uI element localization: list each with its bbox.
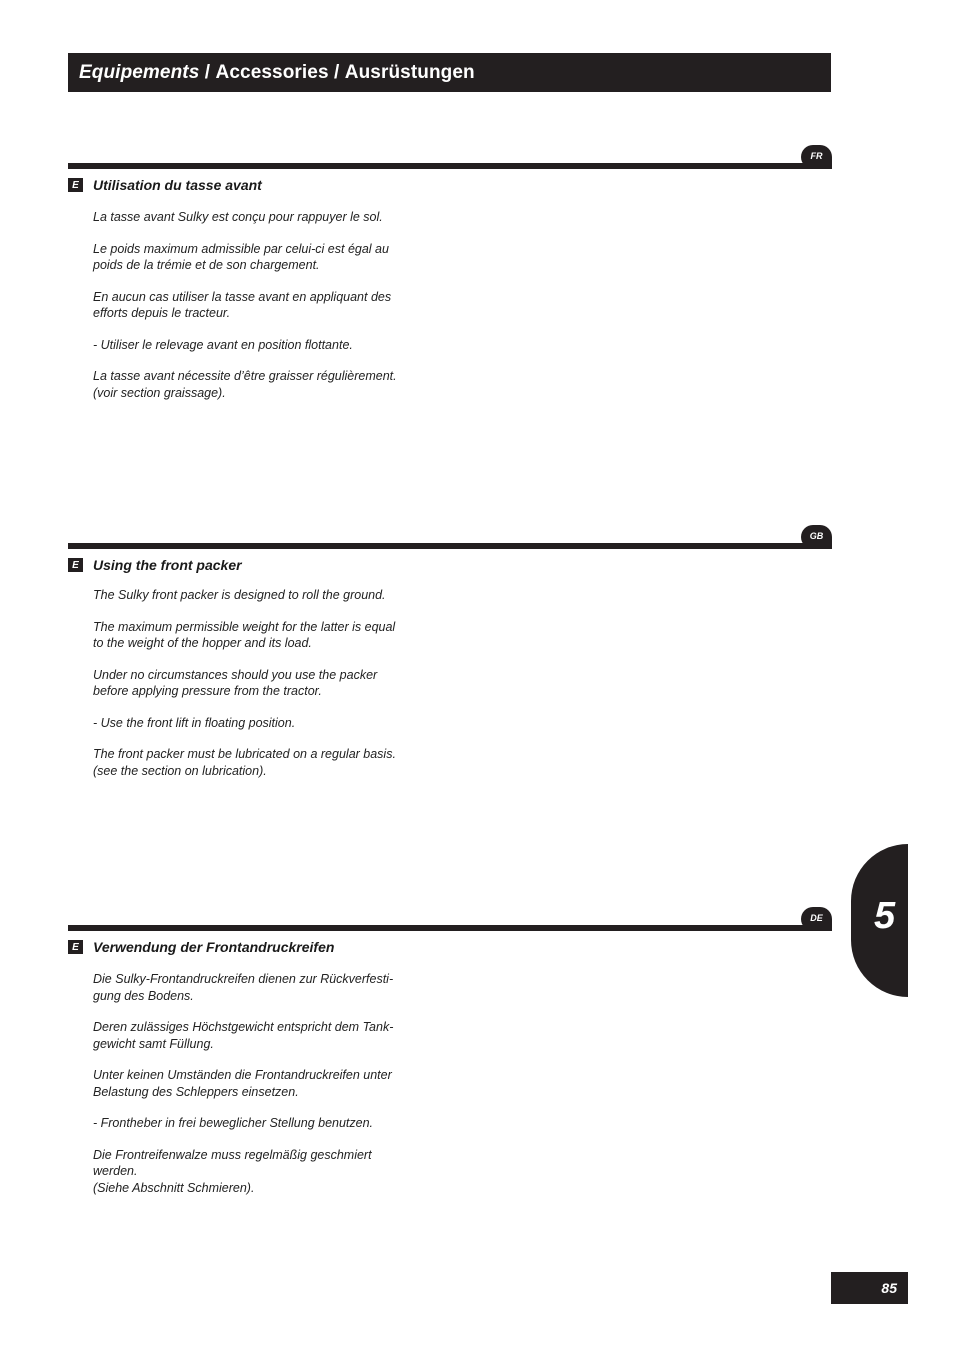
section-divider <box>68 163 831 169</box>
chapter-number: 5 <box>874 895 896 937</box>
paragraph: The front packer must be lubricated on a regular basis. (see the section on lubrication). <box>93 747 396 778</box>
header-separator: / <box>199 61 216 83</box>
paragraph: Deren zulässiges Höchstgewicht entspricht dem Tank- gewicht samt Füllung. <box>93 1020 394 1051</box>
paragraph: Die Frontreifenwalze muss regelmäßig geschmiert werden. (Siehe Abschnitt Schmieren). <box>93 1147 372 1195</box>
header-title-de: Ausrüstungen <box>344 61 475 83</box>
header-separator: / <box>328 61 345 83</box>
section-heading <box>68 177 262 193</box>
page-header <box>68 53 831 92</box>
paragraph: Unter keinen Umständen die Frontandruckreifen unter Belastung des Schleppers einsetzen. <box>93 1068 392 1099</box>
section-body <box>93 587 423 794</box>
language-tab-fr: FR <box>801 145 832 169</box>
paragraph: Le poids maximum admissible par celui-ci est égal au poids de la trémie et de son chargement. <box>93 241 389 272</box>
paragraph: Die Sulky-Frontandruckreifen dienen zur Rückverfesti- gung des Bodens. <box>93 972 394 1003</box>
section-body <box>93 209 423 416</box>
paragraph: La tasse avant Sulky est conçu pour rappuyer le sol. <box>93 210 383 224</box>
paragraph: The maximum permissible weight for the latter is equal to the weight of the hopper and its load. <box>93 619 396 650</box>
paragraph: - Use the front lift in floating position. <box>93 715 296 730</box>
language-tab-gb: GB <box>801 525 832 549</box>
header-title-en: Accessories <box>215 61 329 83</box>
section-heading <box>68 939 334 955</box>
page-number: 85 <box>831 1272 908 1304</box>
section-title: Using the front packer <box>93 557 242 573</box>
section-title: Verwendung der Frontandruckreifen <box>93 939 335 955</box>
section-divider <box>68 543 831 549</box>
paragraph: En aucun cas utiliser la tasse avant en appliquant des efforts depuis le tracteur. <box>93 289 392 320</box>
language-tab-de: DE <box>801 907 832 931</box>
paragraph: - Frontheber in frei beweglicher Stellung benutzen. <box>93 1116 374 1130</box>
section-body <box>93 971 423 1211</box>
section-heading <box>68 557 242 573</box>
paragraph: - Utiliser le relevage avant en position flottante. <box>93 337 353 352</box>
paragraph: Under no circumstances should you use the packer before applying pressure from the tractor. <box>93 667 378 698</box>
paragraph: La tasse avant nécessite d’être graisser régulièrement. (voir section graissage). <box>93 369 397 400</box>
section-badge: E <box>68 940 83 954</box>
section-badge: E <box>68 178 83 192</box>
section-title: Utilisation du tasse avant <box>93 177 262 193</box>
section-badge: E <box>68 558 83 572</box>
section-divider <box>68 925 831 931</box>
header-title-fr: Equipements <box>79 61 200 83</box>
paragraph: The Sulky front packer is designed to roll the ground. <box>93 588 386 602</box>
